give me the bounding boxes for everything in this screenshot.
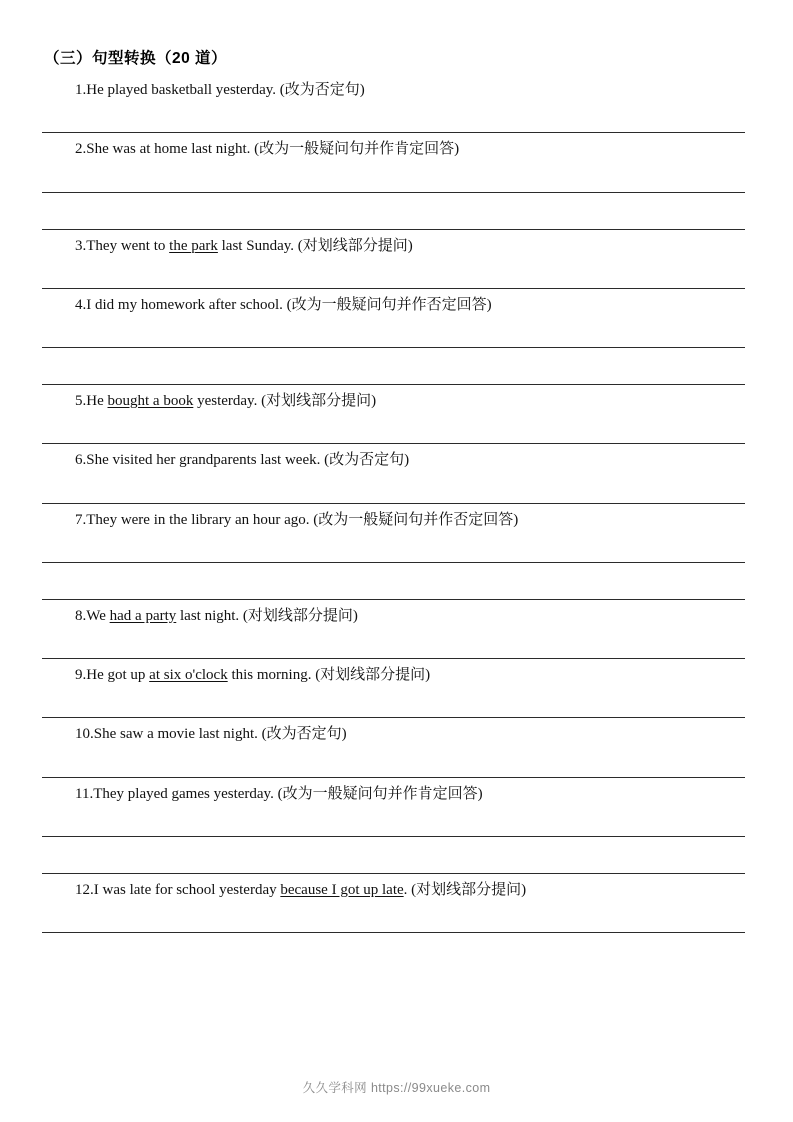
question-item xyxy=(42,289,745,385)
question-item xyxy=(42,230,745,289)
question-text xyxy=(42,600,745,628)
question-item xyxy=(42,600,745,659)
answer-area[interactable] xyxy=(42,317,745,385)
answer-area[interactable] xyxy=(42,473,745,504)
question-underlined-part: because I got up late xyxy=(280,881,404,898)
question-text xyxy=(42,230,745,258)
question-sentence: They went to xyxy=(86,237,170,254)
answer-area[interactable] xyxy=(42,902,745,933)
question-number: 9. xyxy=(75,667,87,683)
question-item xyxy=(42,444,745,503)
answer-line[interactable] xyxy=(42,532,745,563)
page-title: （三）句型转换（20 道） xyxy=(44,50,228,67)
question-underlined-part: at six o'clock xyxy=(149,667,228,683)
question-item xyxy=(42,385,745,444)
question-sentence: He got up xyxy=(86,667,150,683)
question-item xyxy=(42,504,745,600)
answer-line[interactable] xyxy=(42,806,745,837)
answer-area[interactable] xyxy=(42,628,745,659)
question-number: 7. xyxy=(75,511,87,528)
question-text xyxy=(42,778,745,806)
question-sentence: We xyxy=(86,607,110,624)
answer-area[interactable] xyxy=(42,747,745,778)
question-sentence-tail: . (对划线部分提问) xyxy=(403,881,527,898)
question-number: 8. xyxy=(75,607,87,624)
question-underlined-part: bought a book xyxy=(107,393,194,409)
answer-line[interactable] xyxy=(42,687,745,718)
answer-area[interactable] xyxy=(42,162,745,230)
question-number: 10. xyxy=(75,726,94,743)
question-text xyxy=(42,874,745,902)
footer-watermark xyxy=(0,1078,793,1096)
answer-area[interactable] xyxy=(42,258,745,289)
answer-line[interactable] xyxy=(42,473,745,504)
question-sentence-tail: last night. (对划线部分提问) xyxy=(176,607,358,624)
question-item xyxy=(42,718,745,777)
answer-area[interactable] xyxy=(42,806,745,874)
answer-line[interactable] xyxy=(42,162,745,193)
answer-line[interactable] xyxy=(42,563,745,600)
answer-line[interactable] xyxy=(42,747,745,778)
question-item xyxy=(42,659,745,718)
question-text xyxy=(42,385,745,413)
question-item xyxy=(42,133,745,229)
question-text xyxy=(42,74,745,102)
question-text xyxy=(42,444,745,472)
question-list xyxy=(42,74,745,933)
question-text xyxy=(42,659,745,687)
question-number: 6. xyxy=(75,452,87,469)
question-sentence: I was late for school yesterday xyxy=(93,881,281,898)
answer-line[interactable] xyxy=(42,317,745,348)
question-item xyxy=(42,874,745,933)
question-text xyxy=(42,133,745,161)
answer-line[interactable] xyxy=(42,193,745,230)
answer-area[interactable] xyxy=(42,532,745,600)
question-sentence: I did my homework after school. (改为一般疑问句并作否定回答) xyxy=(86,296,492,313)
question-underlined-part: had a party xyxy=(109,607,177,624)
answer-area[interactable] xyxy=(42,687,745,718)
question-text xyxy=(42,718,745,746)
question-text xyxy=(42,504,745,532)
answer-line[interactable] xyxy=(42,102,745,133)
answer-line[interactable] xyxy=(42,837,745,874)
question-number: 5. xyxy=(75,393,87,409)
question-text xyxy=(42,289,745,317)
question-sentence-tail: this morning. (对划线部分提问) xyxy=(227,667,431,683)
question-underlined-part: the park xyxy=(169,237,218,254)
answer-line[interactable] xyxy=(42,258,745,289)
question-sentence: She saw a movie last night. (改为否定句) xyxy=(93,726,347,743)
question-number: 2. xyxy=(75,141,87,158)
question-number: 4. xyxy=(75,296,87,313)
question-number: 1. xyxy=(75,82,87,98)
footer-url: https://99xueke.com xyxy=(370,1081,491,1095)
question-sentence-tail: last Sunday. (对划线部分提问) xyxy=(217,237,413,254)
question-sentence: He played basketball yesterday. (改为否定句) xyxy=(86,82,365,98)
question-item xyxy=(42,74,745,133)
answer-line[interactable] xyxy=(42,902,745,933)
answer-line[interactable] xyxy=(42,348,745,385)
question-sentence: They were in the library an hour ago. (改为一般疑问句并作否定回答) xyxy=(86,511,519,528)
question-number: 3. xyxy=(75,237,87,254)
question-item xyxy=(42,778,745,874)
answer-line[interactable] xyxy=(42,628,745,659)
answer-area[interactable] xyxy=(42,413,745,444)
question-sentence: They played games yesterday. (改为一般疑问句并作肯定回答) xyxy=(93,785,483,802)
question-sentence: She visited her grandparents last week. (改为否定句) xyxy=(86,452,410,469)
answer-area[interactable] xyxy=(42,102,745,133)
question-sentence: He xyxy=(86,393,108,409)
answer-line[interactable] xyxy=(42,413,745,444)
question-sentence-tail: yesterday. (对划线部分提问) xyxy=(193,393,377,409)
question-number: 12. xyxy=(75,881,94,898)
question-sentence: She was at home last night. (改为一般疑问句并作肯定回答) xyxy=(86,141,460,158)
question-number: 11. xyxy=(75,785,94,802)
footer-site-name: 久久学科网 xyxy=(302,1081,368,1095)
